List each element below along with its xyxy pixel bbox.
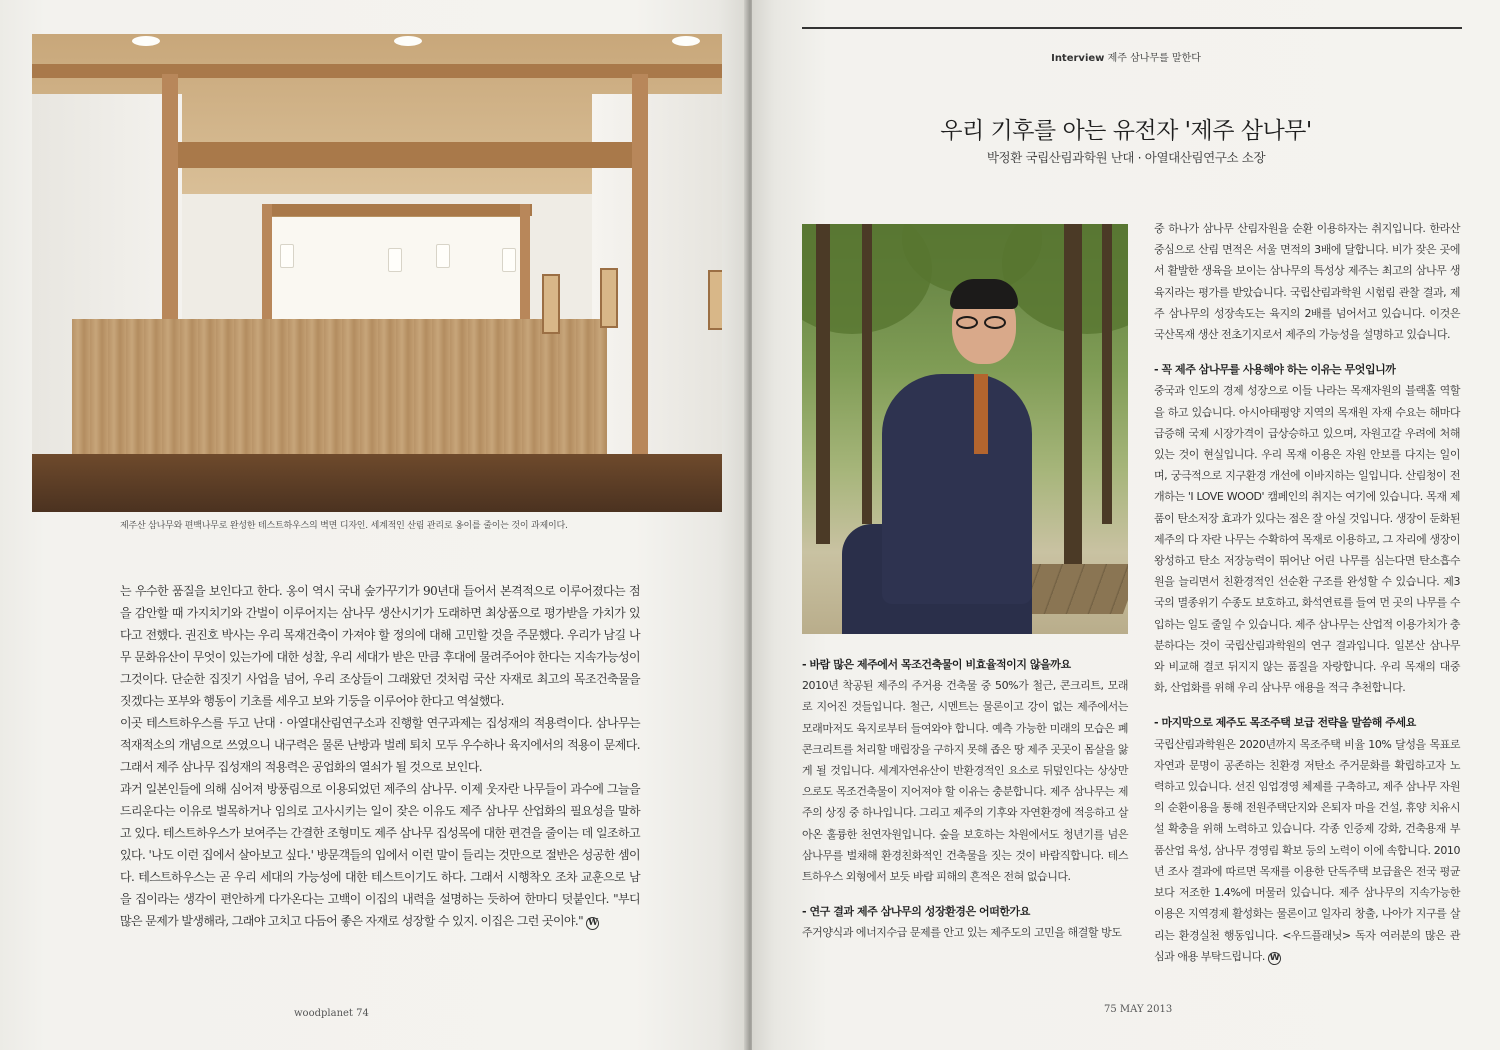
interview-answer: 중 하나가 삼나무 산림자원을 순환 이용하자는 취지입니다. 한라산 중심으로 산림 면적은 서울 면적의 3배에 달합니다. 비가 잦은 곳에서 활발한 생육을 보이는 삼나무의 특성상 제주는 최고의 삼나무 생육지라는 평가를 받았습니다. 국립산림과학원 시험림 관찰 결과, 제주 삼나무의 성장속도는 육지의 2배를 넘어서고 있습니다. 이것은 국산목재 생산 전초기지로서 제주의 가능성을 설명하고 있습니다. (1154, 222, 1460, 342)
photo-caption: 제주산 삼나무와 편백나무로 완성한 테스트하우스의 벽면 디자인. 세계적인 산림 관리로 옹이를 줄이는 것이 과제이다. (120, 521, 568, 531)
interviewee-portrait-photo (802, 224, 1128, 634)
article-headline: 우리 기후를 아는 유전자 '제주 삼나무' (940, 118, 1312, 144)
interview-answer: 주거양식과 에너지수급 문제를 안고 있는 제주도의 고민을 해결할 방도 (802, 926, 1122, 940)
interview-question: - 마지막으로 제주도 목조주택 보급 전략을 말씀해 주세요 (1154, 716, 1416, 730)
body-paragraph: 는 우수한 품질을 보인다고 한다. 옹이 역시 국내 숲가꾸기가 90년대 들어서 본격적으로 이루어졌다는 점을 감안할 때 가지치기와 간벌이 이루어지는 삼나무 생산시기가 도래하면 최상품으로 평가받을 가치가 있다고 전했다. 권진호 박사는 우리 목재건축이 가져야 할 정의에 대해 고민할 것을 주문했다. 우리가 남길 나무 문화유산이 무엇이 있는가에 대한 성찰, 우리 세대가 받은 만큼 후대에 물려주어야 한다는 지속가능성이 그것이다. 단순한 집짓기 사업을 넘어, 우리 조상들이 그래왔던 것처럼 국산 자재로 최고의 목조건축물을 짓겠다는 포부와 행동이 기초를 세우고 보와 기둥을 이루어야 한다고 역설했다. (120, 584, 640, 708)
left-body-text (120, 580, 640, 932)
column-right (1154, 218, 1460, 967)
page-number-left: woodplanet 74 (294, 1008, 369, 1019)
body-paragraph: 과거 일본인들에 의해 심어져 방풍림으로 이용되었던 제주의 삼나무. 이제 웃자란 나무들이 과수에 그늘을 드리운다는 이유로 벌목하거나 임의로 고사시키는 일이 잦은 이유도 제주 삼나무 산업화의 필요성을 말하고 있다. 테스트하우스가 보여주는 간결한 조형미도 제주 삼나무 집성목에 대한 편견을 줄이는 데 일조하고 있다. '나도 이런 집에서 살아보고 싶다.' 방문객들의 입에서 이런 말이 들리는 것만으로 절반은 성공한 셈이다. 테스트하우스는 곧 우리 세대의 가능성에 대한 테스트이기도 하다. 그래서 시행착오 조차 교훈으로 남을 집이라는 생각이 편안하게 다가온다는 고백이 이집의 내력을 설명하는 듯하여 한마디 덧붙인다. "부디 많은 문제가 발생해라, 그래야 고치고 다듬어 좋은 자재로 성장할 수 있지. 이집은 그런 곳이야." W (120, 782, 640, 928)
test-house-interior-photo (32, 34, 722, 512)
interview-question: - 연구 결과 제주 삼나무의 성장환경은 어떠한가요 (802, 905, 1030, 919)
end-mark-icon: W (588, 918, 598, 928)
right-page (752, 0, 1500, 1050)
interview-answer: 중국과 인도의 경제 성장으로 이들 나라는 목재자원의 블랙홀 역할을 하고 있습니다. 아시아태평양 지역의 목재원 자재 수요는 해마다 급증해 국제 시장가격이 급상승하고 있으며, 자원고갈 우려에 처해 있는 것이 현실입니다. 우리 목재 이용은 자원 안보를 다지는 일이며, 궁극적으로 지구환경 개선에 이바지하는 일입니다. 산림청이 전개하는 'I LOVE WOOD' 캠페인의 취지는 여기에 있습니다. 목재 제품이 탄소저장 효과가 있다는 점은 잘 아실 것입니다. 생장이 둔화된 제주의 다 자란 나무는 수확하여 목재로 이용하고, 그 자리에 생장이 왕성하고 탄소 저장능력이 뛰어난 어린 나무를 심는다면 탄소흡수원을 늘리면서 친환경적인 선순환 구조를 완성할 수 있습니다. 제3국의 멸종위기 수종도 보호하고, 화석연료를 들여 먼 곳의 나무를 수입하는 일도 줄일 수 있습니다. 제주 삼나무는 산업적 이용가치가 충분하다는 것이 국립산림과학원의 연구 결과입니다. 일본산 삼나무와 비교해 결코 뒤지지 않는 품질을 자랑합니다. 우리 목재의 대중화, 산업화를 위해 우리 삼나무 애용을 적극 추천합니다. (1154, 384, 1460, 695)
section-tag (752, 49, 1500, 64)
interview-question: - 바람 많은 제주에서 목조건축물이 비효율적이지 않을까요 (802, 658, 1071, 671)
section-tag-kr: 제주 삼나무를 말한다 (1107, 53, 1201, 64)
top-rule (802, 27, 1462, 29)
left-page (0, 0, 748, 1050)
article-byline: 박정환 국립산림과학원 난대 · 아열대산림연구소 소장 (986, 150, 1266, 165)
body-paragraph: 이곳 테스트하우스를 두고 난대 · 아열대산림연구소과 진행할 연구과제는 집성재의 적용력이다. 삼나무는 적재적소의 개념으로 쓰였으니 내구력은 물론 난방과 벌레 퇴치 모두 우수하나 육지에서의 적용이 문제다. 그래서 제주 삼나무 집성재의 적용력은 공업화의 열쇠가 될 것으로 보인다. (120, 716, 640, 774)
interview-question: - 꼭 제주 삼나무를 사용해야 하는 이유는 무엇입니까 (1154, 363, 1396, 377)
section-tag-en: Interview (1051, 53, 1105, 64)
column-left (802, 654, 1128, 944)
end-mark-icon: W (1269, 952, 1280, 963)
interview-answer: 국립산림과학원은 2020년까지 목조주택 비율 10% 달성을 목표로 자연과 문명이 공존하는 친환경 저탄소 주거문화를 확립하고자 노력하고 있습니다. 선진 임업경영 체제를 구축하고, 제주 삼나무 자원의 순환이용을 통해 전원주택단지와 은퇴자 마을 건설, 휴양 치유시설 확충을 위해 노력하고 있습니다. 각종 인증제 강화, 건축용재 부품산업 육성, 삼나무 경영림 확보 등의 노력이 이에 속합니다. 2010년 조사 결과에 따르면 목재를 이용한 단독주택 보급율은 전국 평균보다 저조한 1.4%에 머물러 있습니다. 제주 삼나무의 지속가능한 이용은 지역경제 활성화는 물론이고 일자리 창출, 나아가 지구를 살리는 환경실천 행동입니다. <우드플래닛> 독자 여러분의 많은 관심과 애용 부탁드립니다. W (1154, 737, 1460, 963)
page-number-right: 75 MAY 2013 (1104, 1004, 1173, 1015)
interview-answer: 2010년 착공된 제주의 주거용 건축물 중 50%가 철근, 콘크리트, 모래로 지어진 것들입니다. 철근, 시멘트는 물론이고 강이 없는 제주에서는 모래마저도 육지로부터 들여와야 합니다. 예측 가능한 미래의 모습은 폐콘크리트를 처리할 매립장을 구하지 못해 좁은 땅 제주 곳곳이 몸살을 앓게 될 것입니다. 세계자연유산이 반환경적인 요소로 뒤덮인다는 상상만으로도 목조건축물이 지어져야 할 이유는 충분합니다. 제주 삼나무는 제주의 상징 중 하나입니다. 그리고 제주의 기후와 자연환경에 적응하고 살아온 훌륭한 천연자원입니다. 숲을 보호하는 차원에서도 청년기를 넘은 삼나무를 벌채해 환경친화적인 건축물을 짓는 것이 바람직합니다. 테스트하우스 외형에서 보듯 바람 피해의 흔적은 전혀 없습니다. (802, 679, 1128, 884)
